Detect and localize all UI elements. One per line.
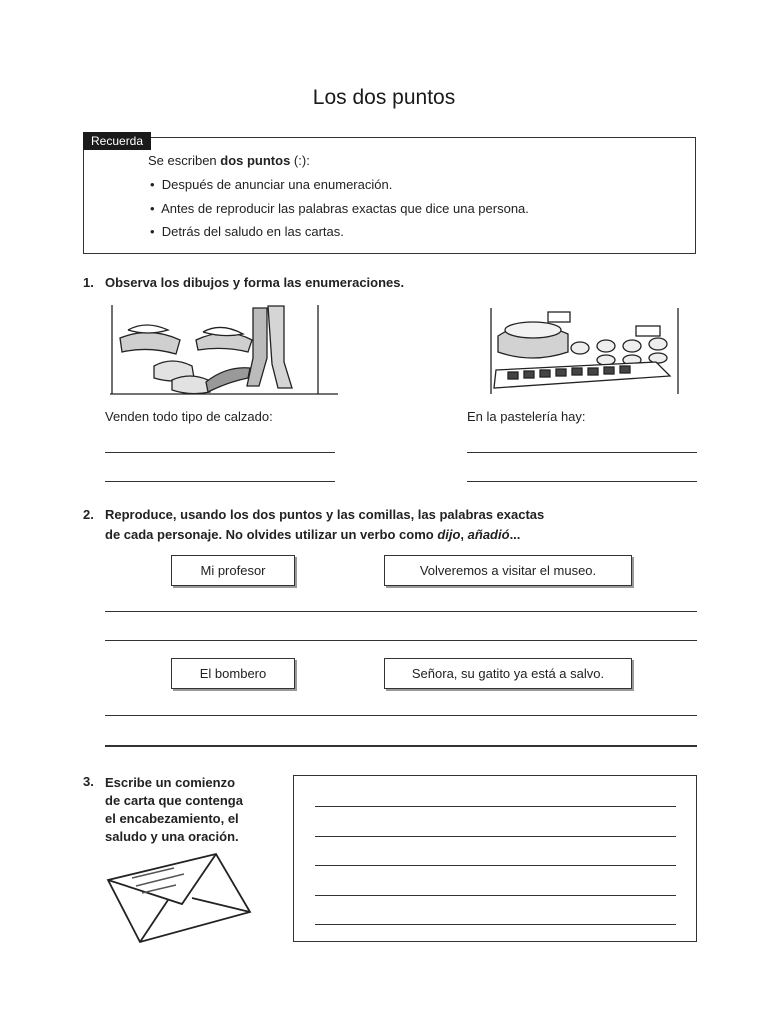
ex1-number: 1. <box>83 275 94 290</box>
quote-box-1: Volveremos a visitar el museo. <box>384 555 632 586</box>
instruction-line: de carta que contenga <box>105 793 243 808</box>
answer-line[interactable] <box>315 924 676 925</box>
recuerda-bullet-2: • Antes de reproducir las palabras exactas que dice una persona. <box>150 201 529 216</box>
recuerda-intro <box>148 153 310 168</box>
instruction-text: de cada personaje. No olvides utilizar un verbo como <box>105 527 438 542</box>
recuerda-tag: Recuerda <box>83 132 151 150</box>
ex1-instruction: Observa los dibujos y forma las enumeraciones. <box>105 275 405 290</box>
answer-line[interactable] <box>315 865 676 866</box>
instruction-line: Escribe un comienzo <box>105 775 236 790</box>
speaker-box-2: El bombero <box>171 658 295 689</box>
page-title: Los dos puntos <box>312 86 456 109</box>
recuerda-bullet-1: • Después de anunciar una enumeración. <box>150 177 393 192</box>
speaker-box-1: Mi profesor <box>171 555 295 586</box>
ex1-label-left: Venden todo tipo de calzado: <box>105 409 273 424</box>
instruction-line: el encabezamiento, el <box>105 811 239 826</box>
answer-line[interactable] <box>467 481 697 482</box>
instruction-line: saludo y una oración. <box>105 829 239 844</box>
answer-line[interactable] <box>105 640 697 641</box>
ex2-number: 2. <box>83 507 94 522</box>
answer-line[interactable] <box>105 745 697 747</box>
ex3-instruction <box>105 774 243 846</box>
answer-line[interactable] <box>105 481 335 482</box>
bullet-text: Antes de reproducir las palabras exactas que dice una persona. <box>161 201 529 216</box>
quote-box-2: Señora, su gatito ya está a salvo. <box>384 658 632 689</box>
bullet-text: Después de anunciar una enumeración. <box>161 177 393 192</box>
ex3-number: 3. <box>83 774 94 789</box>
answer-line[interactable] <box>315 895 676 896</box>
answer-line[interactable] <box>105 611 697 612</box>
answer-line[interactable] <box>467 452 697 453</box>
answer-line[interactable] <box>105 715 697 716</box>
verb-example: añadió <box>467 527 510 542</box>
pastry-shop-illustration <box>488 300 690 398</box>
bullet-text: Detrás del saludo en las cartas. <box>161 224 344 239</box>
ellipsis: ... <box>509 527 521 542</box>
intro-bold: dos puntos <box>220 153 291 168</box>
intro-text: Se escriben <box>148 153 221 168</box>
ex1-label-right: En la pastelería hay: <box>467 409 586 424</box>
answer-line[interactable] <box>105 452 335 453</box>
recuerda-bullet-3: • Detrás del saludo en las cartas. <box>150 224 344 239</box>
shoes-illustration <box>108 300 340 396</box>
separator: , <box>460 527 468 542</box>
answer-line[interactable] <box>315 836 676 837</box>
intro-end: (:): <box>290 153 310 168</box>
ex2-instruction-line2 <box>105 527 520 542</box>
envelope-icon <box>104 850 254 946</box>
letter-writing-box[interactable] <box>293 775 697 942</box>
answer-line[interactable] <box>315 806 676 807</box>
ex2-instruction-line1: Reproduce, usando los dos puntos y las comillas, las palabras exactas <box>105 507 545 522</box>
verb-example: dijo <box>437 527 461 542</box>
